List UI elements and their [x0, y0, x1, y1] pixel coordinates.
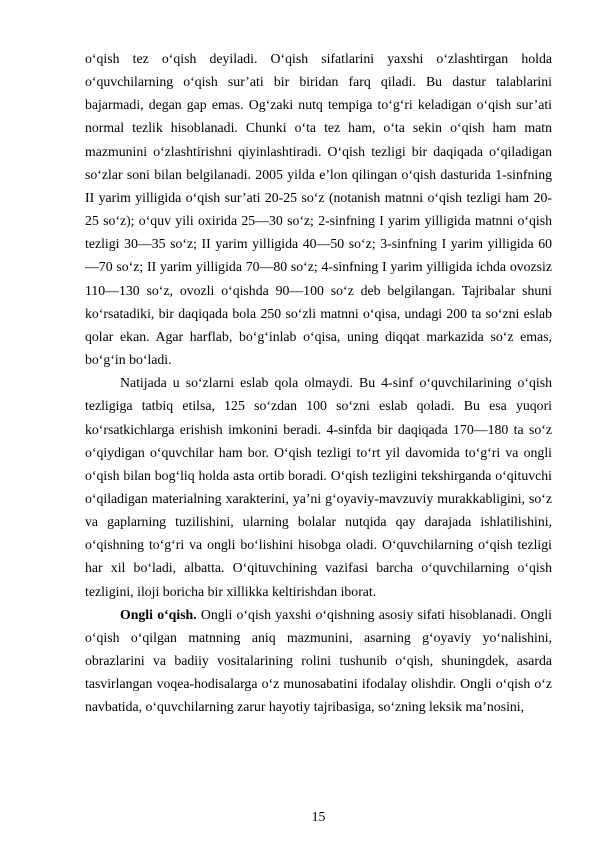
paragraph-text: Ongli o‘qish yaxshi o‘qishning asosiy sifati hisoblanadi. Ongli o‘qish o‘qilgan matnning aniq mazmunini, asarning g‘oyaviy yo‘nalishini, obrazlarini va badiiy vositalarining rolini tushunib o‘qish, shuningdek, asarda tasvirlangan voqea-hodisalarga o‘z munosabatini ifodalay olishdir. Ongli o‘qish o‘z navbatida, o‘quvchilarning zarur hayotiy tajribasiga, so‘zning leksik ma’nosini,: [85, 606, 552, 715]
body-paragraph: Natijada u so‘zlarni eslab qola olmaydi. Bu 4-sinf o‘quvchilarining o‘qish tezligiga tatbiq etilsa, 125 so‘zdan 100 so‘zni eslab qoladi. Bu esa yuqori ko‘rsatkichlarga erishish imkonini beradi. 4-sinfda bir daqiqada 170—180 ta so‘z o‘qiydigan o‘quvchilar ham bor. O‘qish tezligi to‘rt yil davomida to‘g‘ri va ongli o‘qish bilan bog‘liq holda asta ortib boradi. O‘qish tezligini tekshirganda o‘qituvchi o‘qiladigan materialning xarakterini, ya’ni g‘oyaviy-mavzuviy murakkabligini, so‘z va gaplarning tuzilishini, ularning bolalar nutqida qay darajada ishlatilishini, o‘qishning to‘g‘ri va ongli bo‘lishini hisobga oladi. O‘quvchilarning o‘qish tezligi har xil bo‘ladi, albatta. O‘qituvchining vazifasi barcha o‘quvchilarning o‘qish tezligini, iloji boricha bir xillikka keltirishdan iborat.: [85, 375, 552, 599]
page-number: 15: [311, 809, 326, 824]
document-page: [85, 47, 552, 719]
section-run-in-heading: Ongli o‘qish.: [120, 606, 197, 622]
body-paragraph: [85, 603, 552, 719]
body-paragraph: o‘qish tez o‘qish deyiladi. O‘qish sifatlarini yaxshi o‘zlashtirgan holda o‘quvchilarning o‘qish sur’ati bir biridan farq qiladi. Bu dastur talablarini bajarmadi, degan gap emas. Og‘zaki nutq tempiga to‘g‘ri keladigan o‘qish sur’ati normal tezlik hisoblanadi. Chunki o‘ta tez ham, o‘ta sekin o‘qish ham matn mazmunini o‘zlashtirishni qiyinlashtiradi. O‘qish tezligi bir daqiqada o‘qiladigan so‘zlar soni bilan belgilanadi. 2005 yilda e’lon qilingan o‘qish dasturida 1-sinfning II yarim yilligida o‘qish sur’ati 20-25 so‘z (notanish matnni o‘qish tezligi ham 20-25 so‘z); o‘quv yili oxirida 25—30 so‘z; 2-sinfning I yarim yilligida matnni o‘qish tezligi 30—35 so‘z; II yarim yilligida 40—50 so‘z; 3-sinfning I yarim yilligida 60 —70 so‘z; II yarim yilligida 70—80 so‘z; 4-sinfning I yarim yilligida ichda ovozsiz 110—130 so‘z, ovozli o‘qishda 90—100 so‘z deb belgilangan. Tajribalar shuni ko‘rsatadiki, bir daqiqada bola 250 so‘zli matnni o‘qisa, undagi 200 ta so‘zni eslab qolar ekan. Agar harflab, bo‘g‘inlab o‘qisa, uning diqqat markazida so‘z emas, bo‘g‘in bo‘ladi.: [85, 51, 552, 368]
